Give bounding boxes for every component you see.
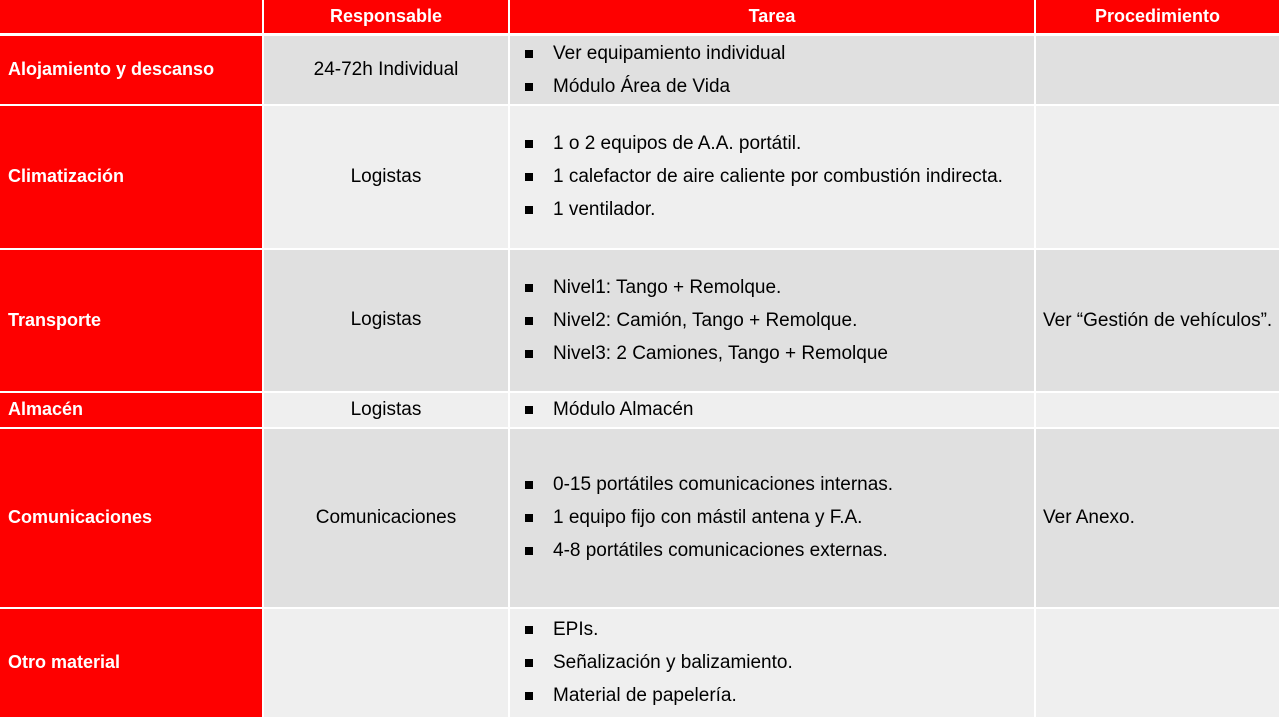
- list-item: [525, 646, 1034, 679]
- square-bullet-icon: [525, 692, 533, 700]
- list-item-text: 0-15 portátiles comunicaciones internas.: [553, 474, 894, 495]
- list-item: [525, 70, 1034, 103]
- responsable-cell: 24-72h Individual: [263, 35, 509, 105]
- list-item-text: Nivel3: 2 Camiones, Tango + Remolque: [553, 342, 888, 364]
- tarea-cell: [509, 392, 1035, 428]
- table-row: [0, 608, 1280, 718]
- procedimiento-cell: Ver “Gestión de vehículos”.: [1035, 249, 1280, 392]
- tarea-list: [510, 37, 1034, 103]
- row-label: Otro material: [0, 608, 263, 718]
- procedimiento-cell: [1035, 105, 1280, 249]
- list-item: [525, 613, 1034, 646]
- square-bullet-icon: [525, 406, 533, 414]
- tarea-list: [510, 127, 1034, 226]
- list-item: [525, 304, 1034, 337]
- table-row: [0, 428, 1280, 608]
- square-bullet-icon: [525, 514, 533, 522]
- list-item-text: 1 ventilador.: [553, 199, 656, 220]
- procedimiento-cell: Ver Anexo.: [1035, 428, 1280, 608]
- list-item-text: EPIs.: [553, 619, 599, 640]
- procedimiento-cell: [1035, 35, 1280, 105]
- list-item-text: Ver equipamiento individual: [553, 42, 786, 64]
- list-item-text: Módulo Área de Vida: [553, 75, 731, 97]
- list-item-text: 4-8 portátiles comunicaciones externas.: [553, 540, 888, 561]
- tarea-cell: [509, 608, 1035, 718]
- header-corner: [0, 0, 263, 35]
- header-procedimiento: Procedimiento: [1035, 0, 1280, 35]
- row-label: Climatización: [0, 105, 263, 249]
- list-item: [525, 501, 1034, 534]
- square-bullet-icon: [525, 547, 533, 555]
- list-item-text: Material de papelería.: [553, 685, 737, 706]
- square-bullet-icon: [525, 173, 533, 181]
- responsable-cell: Logistas: [263, 392, 509, 428]
- table-row: [0, 249, 1280, 392]
- tarea-cell: [509, 249, 1035, 392]
- procedimiento-cell: [1035, 608, 1280, 718]
- list-item: [525, 393, 1034, 426]
- list-item-text: Nivel1: Tango + Remolque.: [553, 276, 782, 298]
- square-bullet-icon: [525, 140, 533, 148]
- list-item-text: Nivel2: Camión, Tango + Remolque.: [553, 309, 858, 331]
- table-row: [0, 392, 1280, 428]
- tarea-list: [510, 271, 1034, 370]
- row-label: Comunicaciones: [0, 428, 263, 608]
- list-item-text: Señalización y balizamiento.: [553, 652, 793, 673]
- list-item-text: Módulo Almacén: [553, 399, 694, 420]
- header-row: [0, 0, 1280, 35]
- header-responsable: Responsable: [263, 0, 509, 35]
- responsable-cell: Comunicaciones: [263, 428, 509, 608]
- list-item: [525, 271, 1034, 304]
- procedimiento-cell: [1035, 392, 1280, 428]
- square-bullet-icon: [525, 626, 533, 634]
- list-item-text: 1 o 2 equipos de A.A. portátil.: [553, 133, 802, 154]
- list-item: [525, 679, 1034, 712]
- list-item: [525, 337, 1034, 370]
- tarea-list: [510, 613, 1034, 712]
- responsable-cell: [263, 608, 509, 718]
- square-bullet-icon: [525, 83, 533, 91]
- responsable-cell: Logistas: [263, 105, 509, 249]
- square-bullet-icon: [525, 50, 533, 58]
- square-bullet-icon: [525, 206, 533, 214]
- list-item: [525, 37, 1034, 70]
- square-bullet-icon: [525, 481, 533, 489]
- header-tarea: Tarea: [509, 0, 1035, 35]
- tarea-cell: [509, 105, 1035, 249]
- row-label: Alojamiento y descanso: [0, 35, 263, 105]
- square-bullet-icon: [525, 659, 533, 667]
- list-item: [525, 127, 1034, 160]
- square-bullet-icon: [525, 317, 533, 325]
- list-item: [525, 534, 1034, 567]
- square-bullet-icon: [525, 284, 533, 292]
- list-item: [525, 468, 1034, 501]
- tarea-list: [510, 468, 1034, 567]
- tarea-cell: [509, 35, 1035, 105]
- list-item-text: 1 calefactor de aire caliente por combustión indirecta.: [553, 166, 1003, 187]
- table-row: [0, 105, 1280, 249]
- responsable-cell: Logistas: [263, 249, 509, 392]
- list-item-text: 1 equipo fijo con mástil antena y F.A.: [553, 507, 863, 528]
- list-item: [525, 160, 1034, 193]
- row-label: Almacén: [0, 392, 263, 428]
- table-row: [0, 35, 1280, 105]
- list-item: [525, 193, 1034, 226]
- row-label: Transporte: [0, 249, 263, 392]
- tarea-list: [510, 393, 1034, 426]
- tarea-cell: [509, 428, 1035, 608]
- square-bullet-icon: [525, 350, 533, 358]
